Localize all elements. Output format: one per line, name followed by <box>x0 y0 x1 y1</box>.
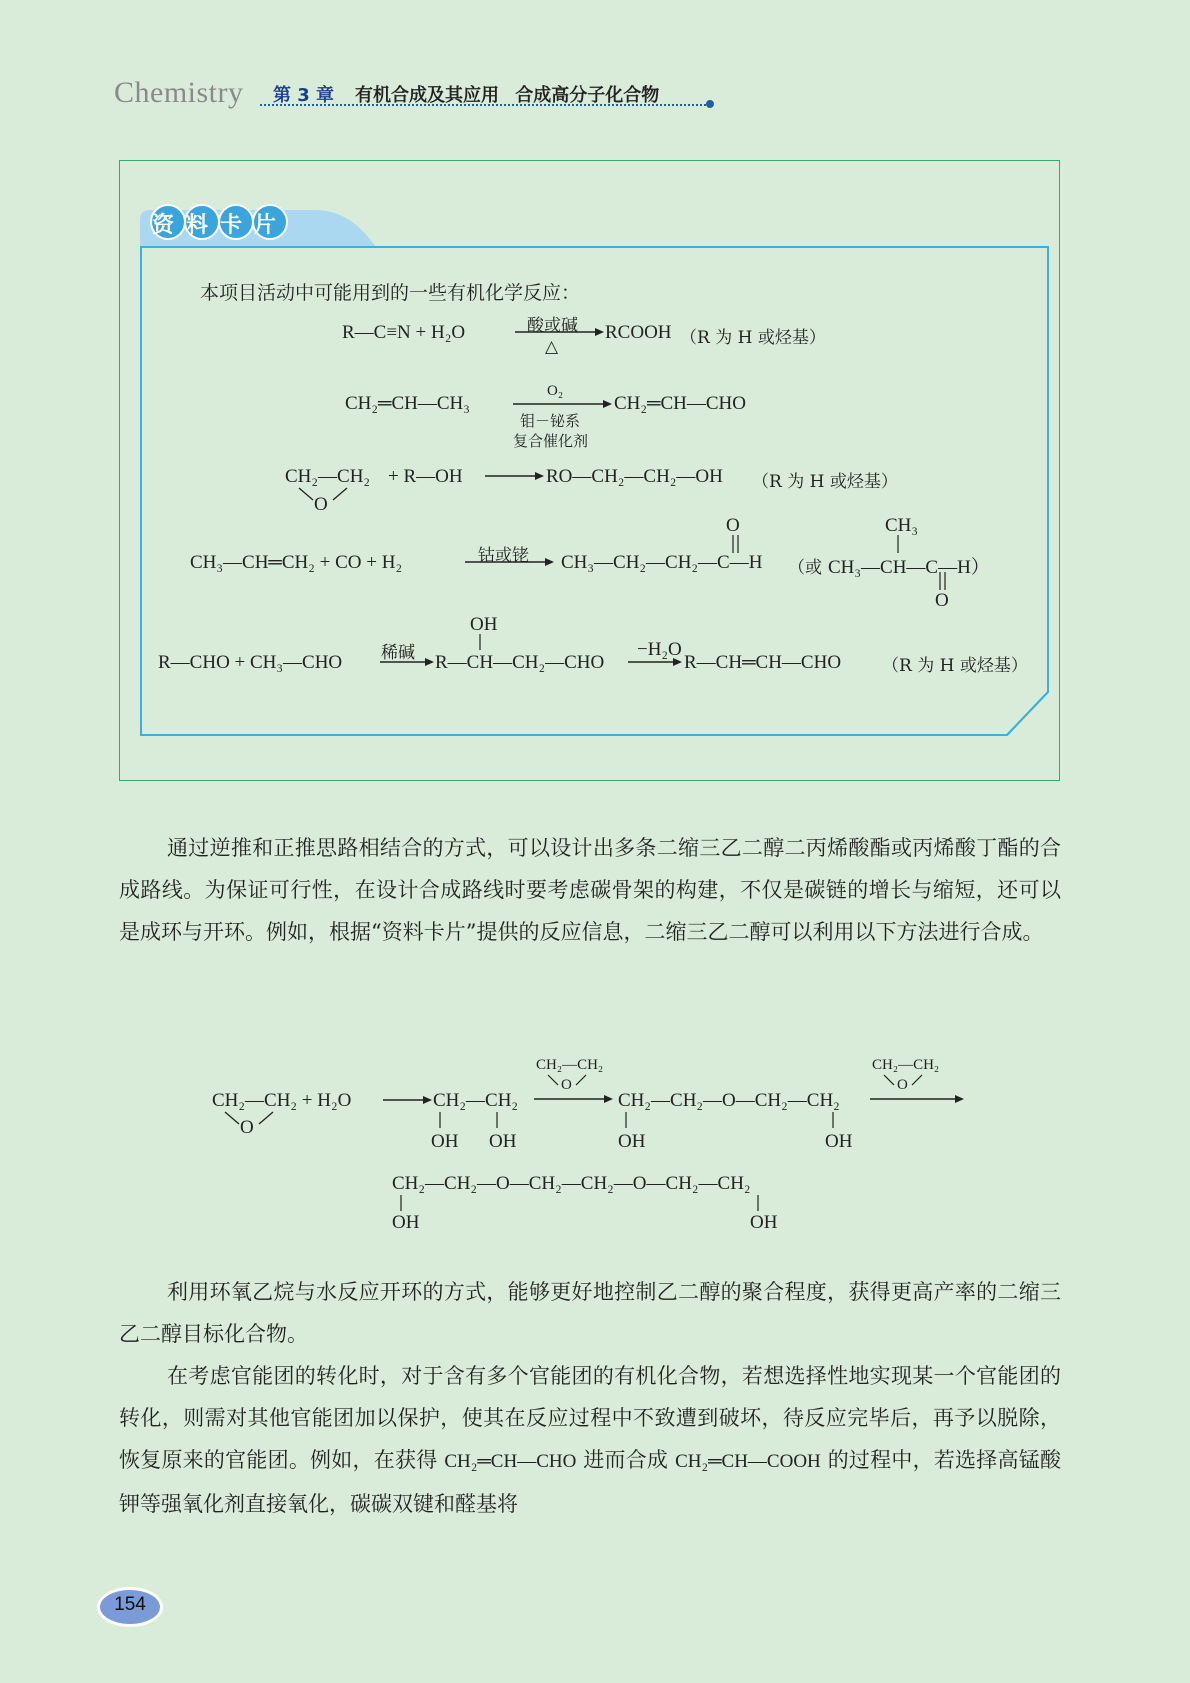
scheme-arrow-3 <box>870 1093 965 1105</box>
paragraph-1: 通过逆推和正推思路相结合的方式，可以设计出多条二缩三乙二醇二丙烯酸酯或丙烯酸丁酯的合成路线。为保证可行性，在设计合成路线时要考虑碳骨架的构建，不仅是碳链的增长与缩短，还可以是成环与开环。例如，根据“资料卡片”提供的反应信息，二缩三乙二醇可以利用以下方法进行合成。 <box>119 836 1061 944</box>
scheme-above2: CH₂—CH₂ <box>872 1057 940 1073</box>
r5-arrow2 <box>628 656 683 668</box>
scheme-above1: CH₂—CH₂ <box>536 1057 604 1073</box>
r4-product: CH₃—CH₂—CH₂—C—H <box>561 552 763 573</box>
r3-plus: + R—OH <box>388 466 463 487</box>
r1-product: RCOOH <box>605 322 672 343</box>
scheme-above2-o: O <box>897 1077 908 1093</box>
scheme-s3-oh2: OH <box>825 1131 853 1152</box>
r4-alt-double-bond <box>937 572 949 592</box>
r1-cond-bottom: △ <box>545 337 559 357</box>
r5-note: （R 为 H 或烃基） <box>882 656 1028 676</box>
r1-note: （R 为 H 或烃基） <box>680 328 826 348</box>
header-dot <box>706 100 714 108</box>
paragraph-3-part2: 进而合成 <box>583 1448 669 1472</box>
paragraph-3 <box>119 1355 1061 1525</box>
scheme-arrow-1 <box>383 1094 433 1106</box>
paragraph-3-chem1: CH₂═CH—CHO <box>444 1451 577 1472</box>
r4-reactants: CH₃—CH═CH₂ + CO + H₂ <box>190 552 403 573</box>
r4-alt-prefix: （或 <box>788 558 822 578</box>
r4-alt-o: O <box>935 590 949 611</box>
r3-note: （R 为 H 或烃基） <box>752 472 898 492</box>
paragraph-3-chem2: CH₂═CH—COOH <box>675 1451 821 1472</box>
paragraph-2: 利用环氧乙烷与水反应开环的方式，能够更好地控制乙二醇的聚合程度，获得更高产率的二缩三乙二醇目标化合物。 <box>119 1280 1061 1346</box>
r2-cond-bottom1: 钼－铋系 <box>520 412 581 430</box>
paragraph-3-part1: 在考虑官能团的转化时，对于含有多个官能团的有机化合物，若想选择性地实现某一个官能团的转化，则需对其他官能团加以保护，使其在反应过程中不致遭到破坏，待反应完毕后，再予以脱除，恢复原来的官能团。例如，在获得 <box>119 1364 1061 1472</box>
r5-arrow1 <box>380 656 435 668</box>
r2-cond-top: O₂ <box>547 383 564 399</box>
card-intro: 本项目活动中可能用到的一些有机化学反应： <box>200 282 581 304</box>
r4-o-label: O <box>726 515 740 536</box>
r1-arrow <box>515 326 605 338</box>
scheme-s2-oh1: OH <box>431 1131 459 1152</box>
r1-cond-top: 酸或碱 <box>527 316 578 336</box>
header-logo: Chemistry <box>114 76 244 109</box>
scheme-s3-oh1: OH <box>618 1131 646 1152</box>
paragraph-3-part3: 的过程中，若选择高锰酸钾等强氧化剂直接氧化，碳碳双键和醛基将 <box>119 1448 1061 1516</box>
page-number: 154 <box>114 1594 146 1615</box>
scheme-s4: CH₂—CH₂—O—CH₂—CH₂—O—CH₂—CH₂ <box>392 1173 751 1194</box>
r3-product: RO—CH₂—CH₂—OH <box>546 466 723 487</box>
scheme-s1: CH₂—CH₂ + H₂O <box>212 1090 352 1111</box>
r2-product: CH₂═CH—CHO <box>614 393 746 414</box>
r5-mid: R—CH—CH₂—CHO <box>435 652 605 673</box>
scheme-s2-oh2: OH <box>489 1131 517 1152</box>
scheme-above1-o: O <box>561 1077 572 1093</box>
r3-epoxide-o: O <box>314 494 328 515</box>
r4-cond-top: 钴或铑 <box>478 546 529 566</box>
r4-arrow <box>465 556 555 568</box>
r2-cond-bottom2: 复合催化剂 <box>513 432 589 450</box>
r5-reactants: R—CHO + CH₃—CHO <box>158 652 343 673</box>
header-rule <box>260 104 710 106</box>
r3-arrow <box>485 470 545 482</box>
r1-reactants: R—C≡N + H₂O <box>342 322 466 343</box>
scheme-s3-bonds <box>624 1112 844 1130</box>
r2-arrow <box>513 398 613 410</box>
scheme-s2: CH₂—CH₂ <box>433 1090 519 1111</box>
r5-oh-label: OH <box>470 614 498 635</box>
chapter-number: 第 3 章 <box>273 85 335 106</box>
r2-reactant: CH₂═CH—CH₃ <box>345 393 470 414</box>
card-title: 资料卡片 <box>152 213 289 238</box>
scheme-s1-o: O <box>240 1117 254 1138</box>
r5-cond1: 稀碱 <box>381 643 415 663</box>
chapter-title: 有机合成及其应用 合成高分子化合物 <box>355 85 660 106</box>
r4-ch3-label: CH₃ <box>885 515 919 536</box>
r4-alt-main: CH₃—CH—C—H） <box>828 557 990 578</box>
r5-oh-bond <box>477 634 485 652</box>
r3-epoxide-top: CH₂—CH₂ <box>285 466 371 487</box>
scheme-arrow-2 <box>534 1093 614 1105</box>
scheme-s3: CH₂—CH₂—O—CH₂—CH₂ <box>618 1090 840 1111</box>
scheme-s2-bonds <box>438 1112 508 1130</box>
scheme-s4-bonds <box>399 1195 769 1213</box>
scheme-s4-oh1: OH <box>392 1212 420 1233</box>
r5-cond2: −H₂O <box>637 639 682 660</box>
scheme-s4-oh2: OH <box>750 1212 778 1233</box>
r5-product: R—CH═CH—CHO <box>684 652 842 673</box>
